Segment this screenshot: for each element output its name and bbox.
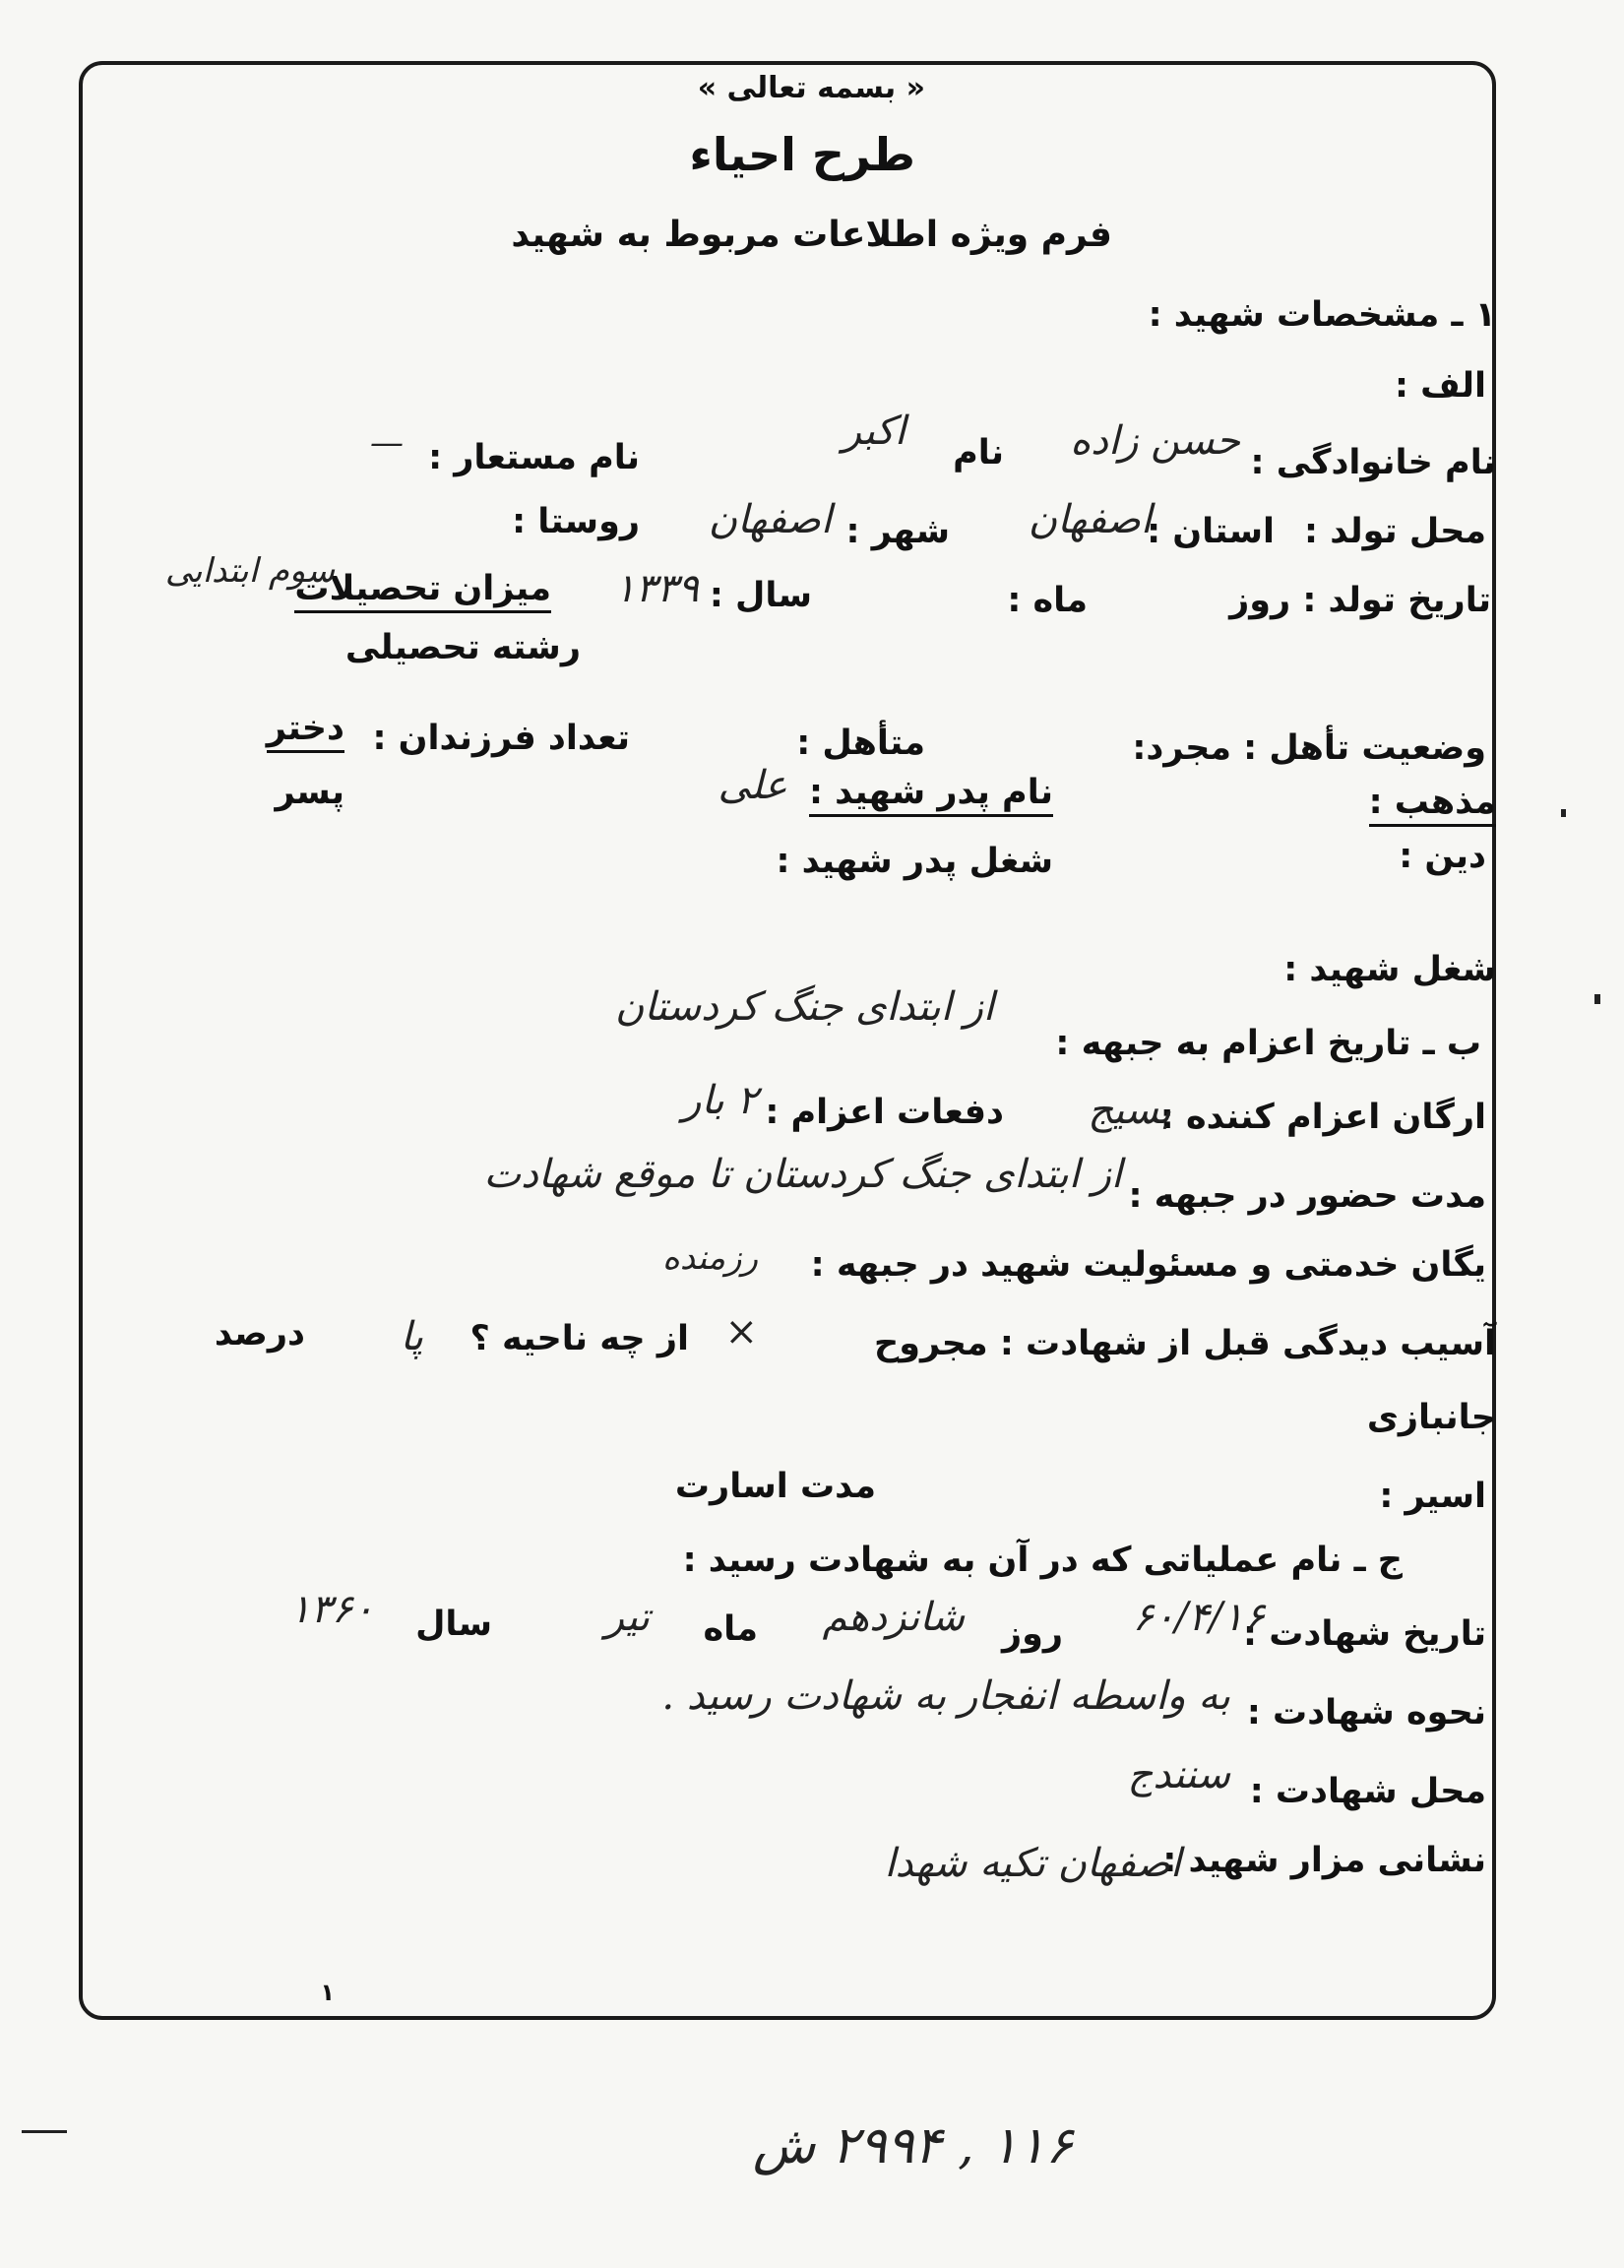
city-value: اصفهان xyxy=(708,497,832,542)
province-label: استان : xyxy=(1147,512,1275,551)
injured-mark: × xyxy=(724,1309,758,1354)
father-job-label: شغل پدر شهید : xyxy=(776,842,1053,881)
basmala: « بسمه تعالی » xyxy=(697,71,925,105)
name-value: اکبر xyxy=(842,409,906,454)
scan-mark xyxy=(1594,994,1600,1004)
martyrdom-manner-label: نحوه شهادت : xyxy=(1246,1693,1486,1732)
martyrdom-month-label: ماه xyxy=(703,1609,758,1649)
martyrdom-place-value: سنندج xyxy=(1127,1752,1230,1797)
percent-label: درصد xyxy=(214,1314,305,1354)
martyr-job-label: شغل شهید : xyxy=(1283,950,1496,989)
section1-heading: ۱ ـ مشخصات شهید : xyxy=(1148,295,1496,335)
education-label: میزان تحصیلات xyxy=(294,569,551,613)
birthplace-label: محل تولد : xyxy=(1304,512,1486,551)
martyrdom-date-label: تاریخ شهادت : xyxy=(1243,1614,1486,1654)
martyrdom-day-value: شانزدهم xyxy=(822,1595,965,1640)
scan-mark xyxy=(1561,809,1566,817)
city-label: شهر : xyxy=(845,512,950,551)
front-presence-value: از ابتدای جنگ کردستان تا موقع شهادت xyxy=(483,1152,1122,1197)
martyrdom-year-label: سال xyxy=(415,1605,492,1644)
father-name-value: علی xyxy=(718,763,787,808)
married-label: متأهل : xyxy=(796,724,925,763)
dispatch-date-label: ب ـ تاریخ اعزام به جبهه : xyxy=(1055,1024,1481,1063)
field-of-study-label: رشته تحصیلی xyxy=(344,628,581,667)
birth-month-label: ماه : xyxy=(1007,581,1088,620)
plan-title: طرح احیاء xyxy=(689,128,915,181)
family-name-label: نام خانوادگی : xyxy=(1250,443,1496,482)
family-name-value: حسن زاده xyxy=(1070,418,1240,464)
unit-responsibility-label: یگان خدمتی و مسئولیت شهید در جبهه : xyxy=(810,1245,1486,1285)
village-label: روستا : xyxy=(512,502,640,541)
education-value: سوم ابتدایی xyxy=(164,551,335,591)
marital-status-label: وضعیت تأهل : مجرد: xyxy=(1132,728,1486,768)
birth-year-label: سال : xyxy=(709,576,812,615)
injury-area-label: از چه ناحیه ؟ xyxy=(469,1319,689,1358)
scan-mark xyxy=(22,2130,67,2133)
form-title: فرم ویژه اطلاعات مربوط به شهید xyxy=(511,215,1112,255)
veteran-label: جانبازی xyxy=(1366,1398,1496,1437)
son-label: پسر xyxy=(275,773,344,812)
martyrdom-month-value: تیر xyxy=(604,1595,650,1640)
dispatch-org-label: ارگان اعزام کننده : xyxy=(1159,1098,1486,1137)
prior-injury-label: آسیب دیدگی قبل از شهادت : مجروح xyxy=(874,1324,1496,1363)
archive-reference: ۱۱۶ , ۲۹۹۴ ش xyxy=(752,2116,1073,2175)
daughter-label: دختر xyxy=(267,709,344,753)
captive-label: اسیر : xyxy=(1379,1477,1486,1516)
martyrdom-year-value: ۱۳۶۰ xyxy=(289,1587,374,1632)
injury-area-value: پا xyxy=(400,1314,423,1359)
captivity-duration-label: مدت اسارت xyxy=(674,1467,876,1506)
birth-year-value: ۱۳۳۹ xyxy=(614,566,699,611)
alias-value: — xyxy=(370,423,404,463)
front-presence-label: مدت حضور در جبهه : xyxy=(1128,1176,1486,1216)
birthdate-label: تاریخ تولد : روز xyxy=(1229,581,1491,620)
dispatch-date-value: از ابتدای جنگ کردستان xyxy=(615,984,994,1030)
alias-label: نام مستعار : xyxy=(428,438,640,477)
page-number: ۱ xyxy=(320,1979,335,2006)
father-name-label: نام پدر شهید : xyxy=(809,773,1053,817)
martyrdom-date-value: ۶۰/۴/۱۶ xyxy=(1132,1595,1265,1640)
dispatch-org-value: بسیج xyxy=(1088,1088,1171,1133)
religion-label: دین : xyxy=(1399,837,1486,876)
martyrdom-place-label: محل شهادت : xyxy=(1249,1772,1486,1811)
grave-address-value: اصفهان تکیه شهدا xyxy=(884,1841,1181,1886)
unit-responsibility-value: رزمنده xyxy=(662,1238,758,1278)
grave-address-label: نشانی مزار شهید : xyxy=(1162,1841,1486,1880)
dispatch-count-label: دفعات اعزام : xyxy=(765,1093,1004,1132)
children-count-label: تعداد فرزندان : xyxy=(372,719,630,758)
operation-name-label: ج ـ نام عملیاتی که در آن به شهادت رسید : xyxy=(682,1541,1403,1580)
martyrdom-day-label: روز xyxy=(1001,1614,1063,1654)
name-label: نام xyxy=(953,433,1004,472)
martyrdom-manner-value: به واسطه انفجار به شهادت رسید . xyxy=(661,1673,1230,1719)
dispatch-count-value: ۲ بار xyxy=(682,1078,758,1123)
sect-label: مذهب : xyxy=(1369,783,1496,827)
province-value: اصفهان xyxy=(1028,497,1152,542)
part-a-label: الف : xyxy=(1394,366,1486,406)
